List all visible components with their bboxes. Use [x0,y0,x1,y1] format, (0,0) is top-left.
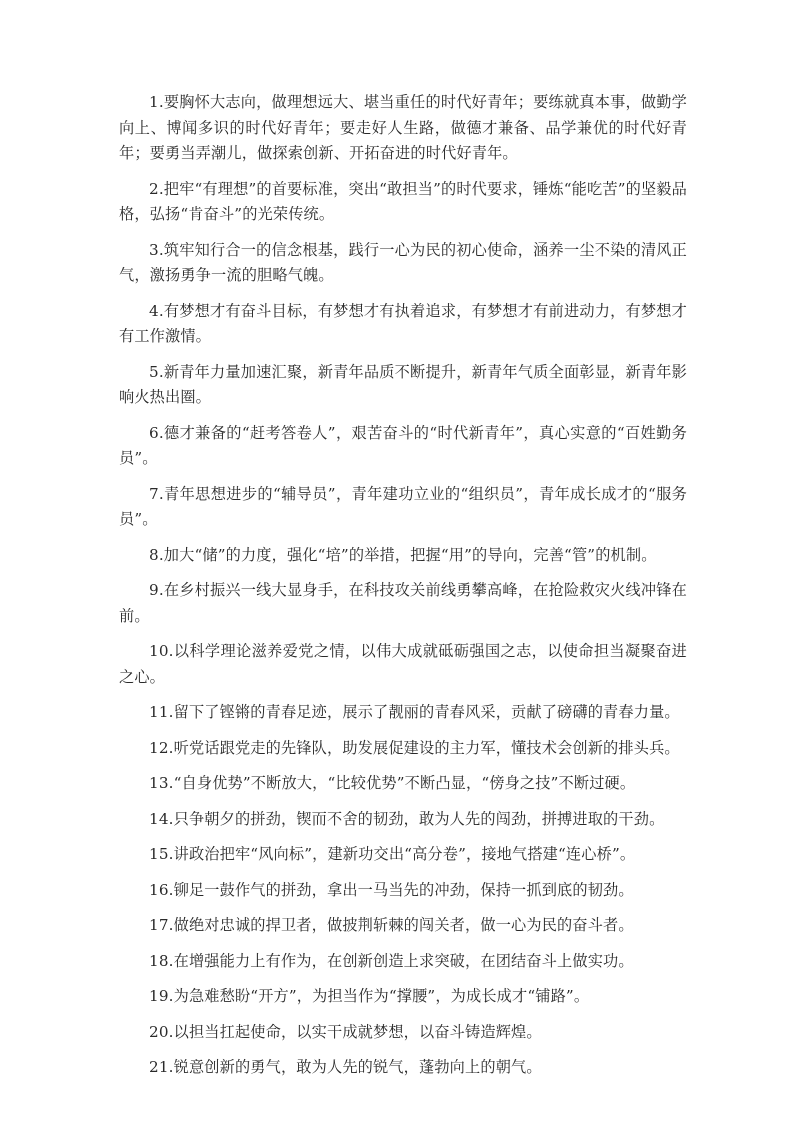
list-item: 13.“自身优势”不断放大，“比较优势”不断凸显，“傍身之技”不断过硬。 [149,774,636,792]
list-item: 2.把牢“有理想”的首要标准，突出“敢担当”的时代要求，锤炼“能吃苦”的坚毅品格，弘扬“肯奋斗”的光荣传统。 [119,179,687,223]
list-item: 20.以担当扛起使命，以实干成就梦想，以奋斗铸造辉煌。 [149,1022,542,1041]
list-item: 10.以科学理论滋养爱党之情，以伟大成就砥砺强国之志，以使命担当凝聚奋进之心。 [119,642,687,686]
list-item: 8.加大“储”的力度，强化“培”的举措，把握“用”的导向，完善“管”的机制。 [149,545,657,564]
list-item: 7.青年思想进步的“辅导员”，青年建功立业的“组织员”，青年成长成才的“服务员”。 [119,484,687,528]
list-item: 17.做绝对忠诚的捍卫者，做披荆斩棘的闯关者，做一心为民的奋斗者。 [149,916,634,934]
list-item: 3.筑牢知行合一的信念根基，践行一心为民的初心使命，涵养一尘不染的清风正气，激扬勇争一流的胆略气魄。 [119,240,687,284]
list-item: 15.讲政治把牢“风向标”，建新功交出“高分卷”，接地气搭建“连心桥”。 [149,845,636,863]
list-item: 1.要胸怀大志向，做理想远大、堪当重任的时代好青年；要练就真本事，做勤学向上、博闻多识的时代好青年；要走好人生路，做德才兼备、品学兼优的时代好青年；要勇当弄潮儿，做探索创新、开拓奋进的时代好青年。 [119,93,687,162]
list-item: 16.铆足一鼓作气的拼劲，拿出一马当先的冲劲，保持一抓到底的韧劲。 [149,880,634,899]
list-item: 12.听党话跟党走的先锋队，助发展促建设的主力军，懂技术会创新的排头兵。 [149,738,680,757]
list-item: 5.新青年力量加速汇聚，新青年品质不断提升，新青年气质全面彰显，新青年影响火热出圈。 [119,362,687,406]
list-item: 19.为急难愁盼“开方”，为担当作为“撑腰”，为成长成才“铺路”。 [149,987,590,1005]
list-item: 21.锐意创新的勇气，敢为人先的锐气，蓬勃向上的朝气。 [149,1058,542,1076]
list-item: 6.德才兼备的“赶考答卷人”，艰苦奋斗的“时代新青年”，真心实意的“百姓勤务员”。 [119,423,687,467]
list-item: 9.在乡村振兴一线大显身手，在科技攻关前线勇攀高峰，在抢险救灾火线冲锋在前。 [119,581,687,625]
list-item: 18.在增强能力上有作为，在创新创造上求突破，在团结奋斗上做实功。 [149,951,634,970]
document-body [119,90,687,1091]
list-item: 11.留下了铿锵的青春足迹，展示了靓丽的青春风采，贡献了磅礴的青春力量。 [149,703,680,721]
list-item: 4.有梦想才有奋斗目标，有梦想才有执着追求，有梦想才有前进动力，有梦想才有工作激情。 [119,301,687,345]
list-item: 14.只争朝夕的拼劲，锲而不舍的韧劲，敢为人先的闯劲，拼搏进取的干劲。 [149,809,665,828]
